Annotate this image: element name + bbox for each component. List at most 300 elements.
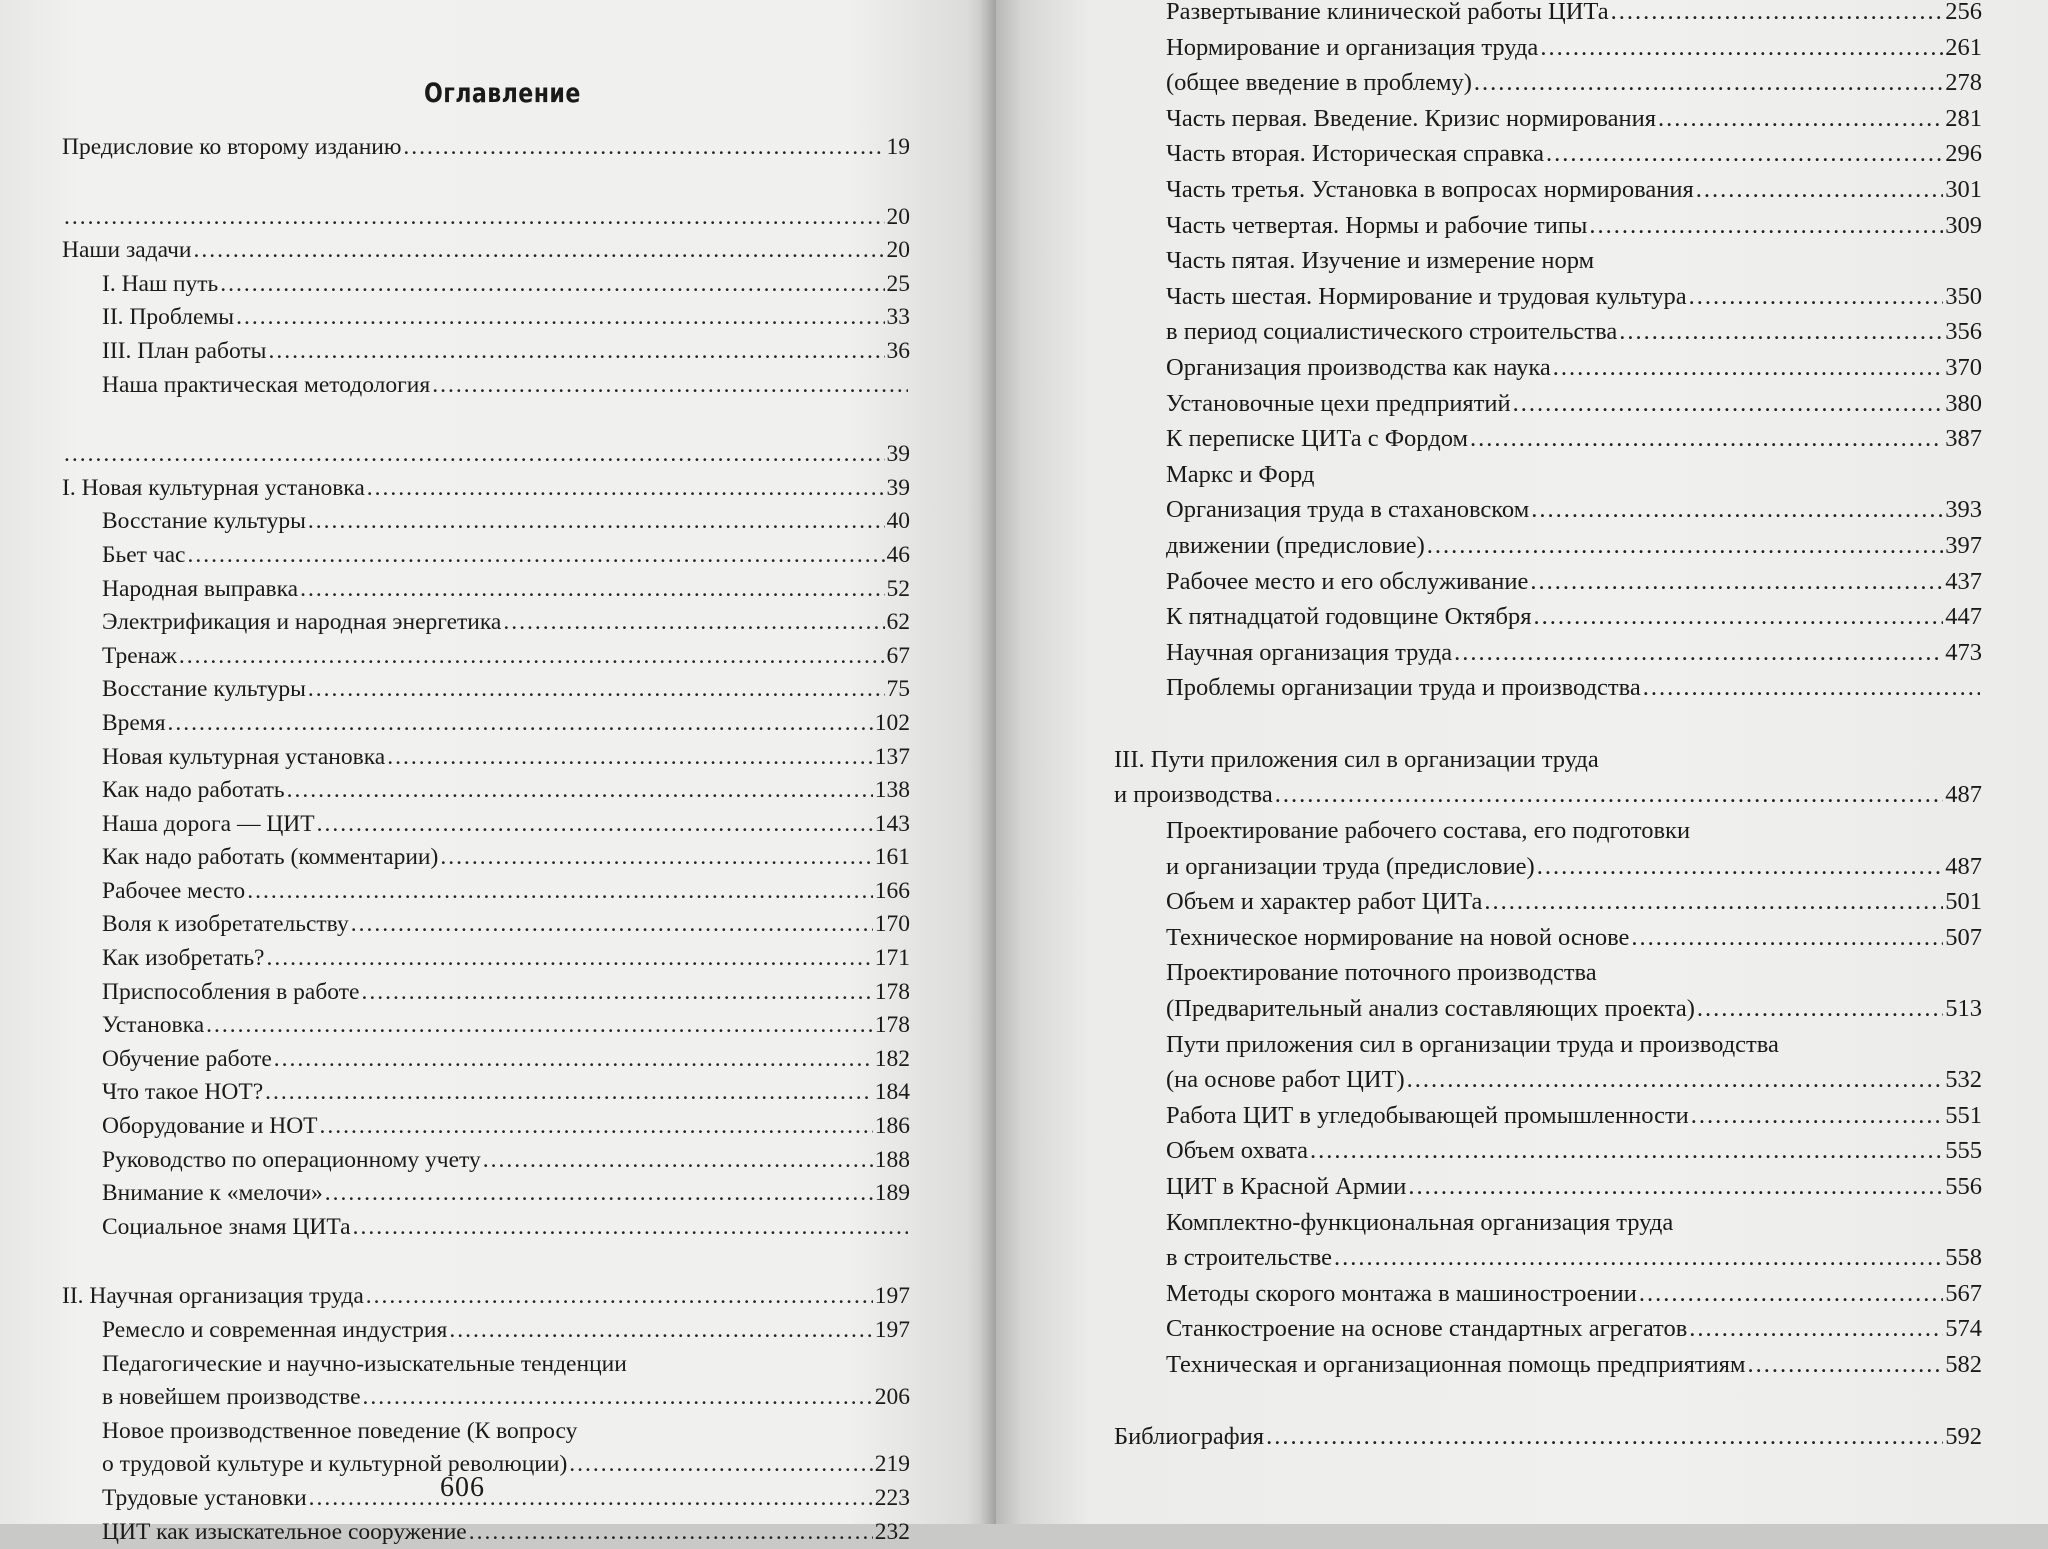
- toc-dot-leader: [1407, 1062, 1944, 1098]
- section-gap: [1114, 706, 1982, 742]
- toc-entry: [1114, 1240, 1982, 1276]
- toc-entry-page: 532: [1945, 1066, 1982, 1094]
- toc-entry-title: движении (предисловие): [1166, 531, 1425, 559]
- toc-entry: [62, 1348, 910, 1382]
- toc-dot-leader: [317, 808, 873, 842]
- toc-dot-leader: [1470, 421, 1943, 457]
- toc-dot-leader: [1334, 1240, 1943, 1276]
- toc-entry-title: Часть пятая. Изучение и измерение норм: [1166, 247, 1595, 275]
- toc-dot-leader: [1747, 1347, 1943, 1383]
- toc-entry: [1114, 492, 1982, 528]
- toc-entry-page: 567: [1945, 1279, 1982, 1307]
- toc-entry-page: 219: [874, 1451, 910, 1478]
- toc-entry-page: 582: [1945, 1350, 1982, 1378]
- toc-dot-leader: [1691, 1098, 1943, 1134]
- toc-dot-leader: [265, 1076, 873, 1110]
- toc-entry: [62, 1415, 910, 1449]
- toc-entry: [62, 131, 910, 165]
- toc-entry: [62, 472, 910, 506]
- toc-entry-title: Библиография: [1114, 1422, 1265, 1450]
- toc-dot-leader: [1643, 670, 1980, 706]
- toc-entry-page: 507: [1945, 923, 1982, 951]
- toc-entry-title: Часть шестая. Нормирование и трудовая культура: [1166, 282, 1687, 310]
- toc-heading: Оглавление: [424, 78, 581, 109]
- toc-entry-title: ЦИТ в Красной Армии: [1166, 1173, 1407, 1200]
- toc-dot-leader: [1474, 65, 1943, 101]
- toc-entry-title: Работа ЦИТ в угледобывающей промышленности: [1166, 1101, 1689, 1129]
- toc-entry-title: Народная выправка: [102, 575, 299, 602]
- toc-entry: [1114, 30, 1982, 66]
- toc-dot-leader: [325, 1177, 873, 1211]
- toc-entry-page: 261: [1945, 33, 1982, 61]
- toc-dot-leader: [1530, 564, 1943, 600]
- toc-entry-title: ЦИТ как изыскательное сооружение: [102, 1518, 467, 1545]
- toc-entry-page: 551: [1945, 1101, 1982, 1129]
- toc-entry-page: 397: [1945, 531, 1982, 559]
- toc-dot-leader: [287, 774, 873, 808]
- toc-entry-title: Проектирование поточного производства: [1166, 959, 1597, 987]
- toc-entry-title: К пятнадцатой годовщине Октября: [1166, 603, 1532, 631]
- toc-entry-title: Трудовые установки: [102, 1484, 307, 1511]
- toc-entry: [1114, 955, 1982, 991]
- toc-entry-title: Организация труда в стахановском: [1166, 496, 1530, 524]
- toc-entry: [1114, 1419, 1982, 1455]
- toc-entry-title: в период социалистического строительства: [1166, 318, 1618, 346]
- toc-dot-leader: [403, 131, 884, 165]
- toc-entry-title: II. Проблемы: [102, 304, 235, 331]
- toc-dot-leader: [432, 369, 908, 403]
- toc-entry: [1114, 849, 1982, 885]
- toc-dot-leader: [1658, 101, 1943, 137]
- toc-entry-page: 197: [874, 1283, 910, 1310]
- toc-entry: [62, 640, 910, 674]
- toc-entry-page: 19: [886, 134, 910, 160]
- toc-dot-leader: [367, 472, 885, 506]
- toc-dot-leader: [569, 1448, 872, 1482]
- toc-entry: [62, 1110, 910, 1144]
- toc-entry: [1114, 208, 1982, 244]
- toc-entry-title: Наши задачи: [62, 237, 192, 264]
- toc-entry-page: 171: [874, 945, 910, 972]
- toc-dot-leader: [308, 505, 885, 539]
- toc-entry-title: Наша практическая методология: [102, 371, 431, 398]
- toc-dot-leader: [503, 606, 884, 640]
- toc-dot-leader: [1310, 1133, 1943, 1169]
- toc-entry-page: 25: [886, 270, 910, 297]
- toc-entry-title: Наша дорога — ЦИТ: [102, 810, 315, 837]
- toc-dot-leader: [309, 1482, 873, 1516]
- toc-entry: [1114, 1027, 1982, 1063]
- toc-dot-leader: [1537, 849, 1944, 885]
- toc-entry-page: 380: [1945, 389, 1982, 417]
- toc-entry-page: 143: [874, 810, 910, 837]
- toc-entry-title: Как изобретать?: [102, 945, 265, 972]
- toc-entry-page: 296: [1945, 140, 1982, 168]
- toc-dot-leader: [387, 741, 873, 775]
- toc-entry: [62, 808, 910, 842]
- toc-entry: [1114, 172, 1982, 208]
- toc-entry-page: 46: [886, 541, 910, 568]
- toc-entry-page: 437: [1945, 567, 1982, 595]
- toc-entry-title: Как надо работать: [102, 777, 285, 804]
- toc-dot-leader: [1540, 30, 1943, 66]
- toc-entry-title: Техническое нормирование на новой основе: [1166, 923, 1630, 951]
- toc-dot-leader: [483, 1144, 873, 1178]
- section-gap: [1114, 1383, 1982, 1419]
- toc-dot-leader: [1689, 1311, 1943, 1347]
- toc-dot-leader: [449, 1314, 872, 1348]
- toc-entry: [62, 1043, 910, 1077]
- toc-entry-page: 387: [1945, 425, 1982, 453]
- toc-entry-page: 137: [874, 743, 910, 770]
- toc-dot-leader: [320, 1110, 873, 1144]
- toc-entry: [1114, 1098, 1982, 1134]
- toc-entry-title: Организация производства как наука: [1166, 353, 1551, 381]
- left-page: [0, 0, 996, 1545]
- toc-entry-title: Обучение работе: [102, 1045, 272, 1072]
- toc-entry-page: 555: [1945, 1137, 1982, 1165]
- toc-entry-title: Рабочее место и его обслуживание: [1166, 567, 1529, 595]
- toc-entry-page: 184: [874, 1079, 910, 1106]
- toc-dot-leader: [187, 539, 884, 573]
- toc-entry-title: Восстание культуры: [102, 676, 306, 703]
- toc-entry-title: в строительстве: [1166, 1244, 1333, 1272]
- toc-entry-page: 558: [1945, 1244, 1982, 1272]
- toc-entry: [1114, 742, 1982, 778]
- toc-entry: [1114, 136, 1982, 172]
- toc-entry-title: и организации труда (предисловие): [1166, 852, 1535, 880]
- toc-entry: [62, 1314, 910, 1348]
- toc-dot-leader: [1484, 884, 1943, 920]
- right-page: [996, 0, 2048, 1524]
- toc-entry-page: 513: [1945, 995, 1982, 1023]
- page-number: 606: [440, 1472, 485, 1503]
- toc-entry: [1114, 635, 1982, 671]
- toc-entry-title: Проблемы организации труда и производства: [1166, 674, 1641, 702]
- toc-entry: [1114, 101, 1982, 137]
- toc-entry-page: 186: [874, 1113, 910, 1140]
- toc-entry: [62, 505, 910, 539]
- toc-entry-title: Что такое НОТ?: [102, 1079, 264, 1106]
- toc-dot-leader: [179, 640, 885, 674]
- toc-entry-title: Руководство по операционному учету: [102, 1146, 481, 1173]
- toc-entry: [1114, 350, 1982, 386]
- toc-entry: [1114, 421, 1982, 457]
- toc-entry: [1114, 314, 1982, 350]
- toc-entry-page: 223: [874, 1484, 910, 1511]
- toc-dot-leader: [1275, 777, 1944, 813]
- toc-dot-leader: [1553, 350, 1944, 386]
- toc-entry: [62, 1280, 910, 1314]
- toc-entry-title: Оборудование и НОТ: [102, 1113, 318, 1140]
- toc-dot-leader: [361, 976, 872, 1010]
- toc-entry-title: Часть третья. Установка в вопросах нормирования: [1166, 175, 1694, 203]
- toc-entry-page: 370: [1945, 353, 1982, 381]
- toc-dot-leader: [1611, 0, 1944, 30]
- toc-entry: [1114, 1205, 1982, 1241]
- toc-entry-title: Методы скорого монтажа в машиностроении: [1166, 1279, 1637, 1307]
- toc-entry-page: 36: [886, 337, 910, 364]
- toc-entry: [62, 201, 910, 235]
- toc-entry-page: 39: [886, 441, 910, 468]
- toc-entry-title: Как надо работать (комментарии): [102, 844, 439, 871]
- toc-dot-leader: [351, 908, 873, 942]
- toc-entry-title: К переписке ЦИТа с Фордом: [1166, 425, 1468, 453]
- toc-entry-title: III. Пути приложения сил в организации труда: [1114, 745, 1599, 773]
- toc-entry: [62, 841, 910, 875]
- toc-entry: [1114, 884, 1982, 920]
- toc-entry-title: Часть вторая. Историческая справка: [1166, 140, 1545, 168]
- toc-entry-page: 166: [874, 877, 910, 904]
- toc-entry-page: 256: [1945, 0, 1982, 25]
- toc-entry-page: 52: [886, 575, 910, 602]
- toc-entry-title: Приспособления в работе: [102, 978, 360, 1005]
- toc-entry-title: (Предварительный анализ составляющих проекта): [1166, 995, 1695, 1023]
- toc-entry-page: 40: [886, 508, 910, 535]
- toc-entry: [62, 976, 910, 1010]
- toc-entry-title: Станкостроение на основе стандартных агрегатов: [1166, 1315, 1688, 1343]
- toc-dot-leader: [1427, 528, 1943, 564]
- toc-entry-title: Социальное знамя ЦИТа: [102, 1213, 351, 1240]
- toc-entry: [1114, 1276, 1982, 1312]
- toc-entry: [1114, 457, 1982, 493]
- toc-entry-title: Установочные цехи предприятий: [1166, 389, 1511, 417]
- toc-entry-title: Рабочее место: [102, 877, 246, 904]
- toc-entry-title: Развертывание клинической работы ЦИТа: [1166, 0, 1609, 25]
- toc-entry-page: 393: [1945, 496, 1982, 524]
- toc-entry-page: 447: [1945, 603, 1982, 631]
- toc-entry: [1114, 279, 1982, 315]
- toc-dot-leader: [1619, 314, 1943, 350]
- toc-entry-page: 301: [1945, 175, 1982, 203]
- toc-entry-page: 102: [874, 709, 910, 736]
- toc-entry: [62, 234, 910, 268]
- toc-entry-title: II. Научная организация труда: [62, 1283, 364, 1310]
- toc-entry-title: (на основе работ ЦИТ): [1166, 1066, 1405, 1094]
- toc-entry: [62, 438, 910, 472]
- toc-entry-page: 232: [874, 1518, 910, 1545]
- toc-entry-page: 62: [886, 609, 910, 636]
- toc-dot-leader: [1631, 920, 1943, 956]
- toc-entry: [62, 268, 910, 302]
- toc-entry: [62, 1482, 910, 1516]
- toc-entry-title: Предисловие ко второму изданию: [62, 134, 402, 160]
- toc-entry-title: Комплектно-функциональная организация труда: [1166, 1208, 1674, 1236]
- toc-dot-leader: [469, 1516, 873, 1549]
- toc-dot-leader: [1639, 1276, 1943, 1312]
- toc-dot-leader: [1513, 386, 1944, 422]
- toc-entry-page: 356: [1945, 318, 1982, 346]
- toc-entry: [1114, 670, 1982, 706]
- toc-entry: [62, 707, 910, 741]
- toc-dot-leader: [1546, 136, 1943, 172]
- toc-dot-leader: [64, 201, 885, 235]
- toc-entry: [1114, 528, 1982, 564]
- toc-dot-leader: [268, 335, 884, 369]
- toc-entry-page: 278: [1945, 69, 1982, 97]
- toc-entry-title: о трудовой культуре и культурной революции): [102, 1451, 568, 1478]
- toc-dot-leader: [1408, 1169, 1943, 1205]
- section-gap: [62, 1244, 910, 1280]
- toc-entry-title: Проектирование рабочего состава, его подготовки: [1166, 817, 1691, 845]
- toc-entry: [62, 573, 910, 607]
- toc-entry-page: 501: [1945, 888, 1982, 916]
- toc-dot-leader: [1454, 635, 1943, 671]
- toc-entry: [1114, 991, 1982, 1027]
- toc-entry: [1114, 1133, 1982, 1169]
- toc-list-right: [1114, 0, 1982, 1454]
- toc-entry-page: 170: [874, 911, 910, 938]
- toc-entry: [1114, 1311, 1982, 1347]
- toc-entry: [62, 1381, 910, 1415]
- toc-dot-leader: [1531, 492, 1943, 528]
- toc-entry-page: 309: [1945, 211, 1982, 239]
- toc-dot-leader: [440, 841, 872, 875]
- toc-entry-title: Научная организация труда: [1166, 638, 1453, 666]
- toc-entry-title: Воля к изобретательству: [102, 911, 349, 938]
- toc-entry: [1114, 1347, 1982, 1383]
- toc-entry-title: Новое производственное поведение (К вопросу: [102, 1417, 578, 1444]
- toc-entry: [1114, 65, 1982, 101]
- toc-entry: [62, 741, 910, 775]
- toc-entry-title: (общее введение в проблему): [1166, 69, 1472, 97]
- toc-entry: [62, 369, 910, 403]
- toc-dot-leader: [267, 942, 873, 976]
- toc-entry-title: Бьет час: [102, 541, 186, 568]
- toc-entry-page: 161: [874, 844, 910, 871]
- toc-entry-title: Установка: [102, 1012, 205, 1039]
- toc-entry: [62, 301, 910, 335]
- toc-entry-title: Новая культурная установка: [102, 743, 386, 770]
- toc-entry-page: 350: [1945, 282, 1982, 310]
- toc-entry-page: 182: [874, 1045, 910, 1072]
- toc-entry: [62, 875, 910, 909]
- toc-entry-title: Электрификация и народная энергетика: [102, 609, 502, 636]
- toc-entry-page: 592: [1945, 1422, 1982, 1450]
- toc-entry-title: Объем и характер работ ЦИТа: [1166, 888, 1483, 916]
- toc-entry-page: 574: [1945, 1315, 1982, 1343]
- toc-dot-leader: [64, 438, 885, 472]
- toc-entry-page: 138: [874, 777, 910, 804]
- toc-entry: [1114, 813, 1982, 849]
- toc-entry: [1114, 386, 1982, 422]
- toc-entry-title: Время: [102, 709, 166, 736]
- toc-entry-page: 178: [874, 1012, 910, 1039]
- toc-entry: [62, 1516, 910, 1549]
- toc-entry: [1114, 1169, 1982, 1205]
- toc-entry-title: Часть четвертая. Нормы и рабочие типы: [1166, 211, 1588, 239]
- toc-dot-leader: [308, 673, 885, 707]
- toc-entry-title: I. Наш путь: [102, 270, 219, 297]
- toc-dot-leader: [366, 1280, 873, 1314]
- toc-dot-leader: [1689, 279, 1944, 315]
- toc-entry-title: Тренаж: [102, 642, 177, 669]
- toc-entry-page: 20: [886, 203, 910, 230]
- toc-dot-leader: [274, 1043, 873, 1077]
- toc-entry: [62, 1177, 910, 1211]
- toc-entry: [62, 673, 910, 707]
- toc-entry: [62, 774, 910, 808]
- toc-entry: [62, 1448, 910, 1482]
- toc-entry-page: 556: [1945, 1173, 1982, 1200]
- toc-dot-leader: [363, 1381, 873, 1415]
- toc-entry-title: Восстание культуры: [102, 508, 306, 535]
- section-gap: [62, 165, 910, 201]
- toc-entry-title: Объем охвата: [1166, 1137, 1308, 1165]
- toc-entry-page: 20: [886, 237, 910, 264]
- toc-entry: [62, 1009, 910, 1043]
- toc-entry: [1114, 920, 1982, 956]
- toc-dot-leader: [1696, 172, 1943, 208]
- toc-dot-leader: [1266, 1419, 1943, 1455]
- toc-entry-title: Пути приложения сил в организации труда и производства: [1166, 1030, 1779, 1058]
- toc-dot-leader: [206, 1009, 873, 1043]
- toc-entry: [1114, 777, 1982, 813]
- toc-entry-title: в новейшем производстве: [102, 1384, 361, 1411]
- toc-entry: [62, 908, 910, 942]
- toc-entry-page: 75: [886, 676, 910, 703]
- toc-entry-page: 197: [874, 1317, 910, 1343]
- toc-entry-page: 33: [886, 304, 910, 331]
- toc-entry-page: 487: [1945, 852, 1982, 880]
- toc-entry-page: 281: [1945, 104, 1982, 132]
- section-gap: [62, 402, 910, 438]
- toc-entry-page: 178: [874, 978, 910, 1005]
- toc-entry: [62, 1211, 910, 1245]
- toc-dot-leader: [247, 875, 873, 909]
- toc-entry: [1114, 0, 1982, 30]
- toc-entry-title: III. План работы: [102, 337, 267, 364]
- toc-list-left: [62, 131, 910, 1549]
- toc-dot-leader: [1697, 991, 1943, 1027]
- toc-entry-title: Внимание к «мелочи»: [102, 1180, 323, 1207]
- toc-entry: [62, 335, 910, 369]
- toc-dot-leader: [168, 707, 873, 741]
- toc-entry: [1114, 599, 1982, 635]
- toc-entry: [62, 539, 910, 573]
- toc-dot-leader: [1534, 599, 1944, 635]
- toc-entry-title: Техническая и организационная помощь предприятиям: [1166, 1350, 1746, 1378]
- toc-entry: [62, 942, 910, 976]
- toc-entry: [62, 1144, 910, 1178]
- toc-entry: [1114, 243, 1982, 279]
- toc-entry-title: Часть первая. Введение. Кризис нормирования: [1166, 104, 1657, 132]
- toc-entry-title: I. Новая культурная установка: [62, 474, 365, 501]
- toc-entry: [62, 1076, 910, 1110]
- toc-entry: [62, 606, 910, 640]
- toc-entry: [1114, 564, 1982, 600]
- toc-entry-page: 189: [874, 1180, 910, 1207]
- toc-dot-leader: [220, 268, 884, 302]
- toc-entry-page: 206: [874, 1384, 910, 1411]
- toc-dot-leader: [1589, 208, 1943, 244]
- toc-entry: [1114, 1062, 1982, 1098]
- toc-dot-leader: [194, 234, 885, 268]
- toc-entry-title: Маркс и Форд: [1166, 460, 1315, 488]
- toc-entry-title: Ремесло и современная индустрия: [102, 1317, 448, 1343]
- toc-dot-leader: [300, 573, 884, 607]
- toc-entry-page: 188: [874, 1146, 910, 1173]
- toc-dot-leader: [236, 301, 884, 335]
- toc-entry-page: 487: [1945, 781, 1982, 809]
- toc-entry-page: 67: [886, 642, 910, 669]
- toc-entry-title: Нормирование и организация труда: [1166, 33, 1539, 61]
- toc-entry-page: 473: [1945, 638, 1982, 666]
- toc-entry-title: и производства: [1114, 781, 1273, 809]
- toc-entry-title: Педагогические и научно-изыскательные тенденции: [102, 1350, 627, 1377]
- toc-entry-page: 39: [886, 474, 910, 501]
- toc-dot-leader: [353, 1211, 908, 1245]
